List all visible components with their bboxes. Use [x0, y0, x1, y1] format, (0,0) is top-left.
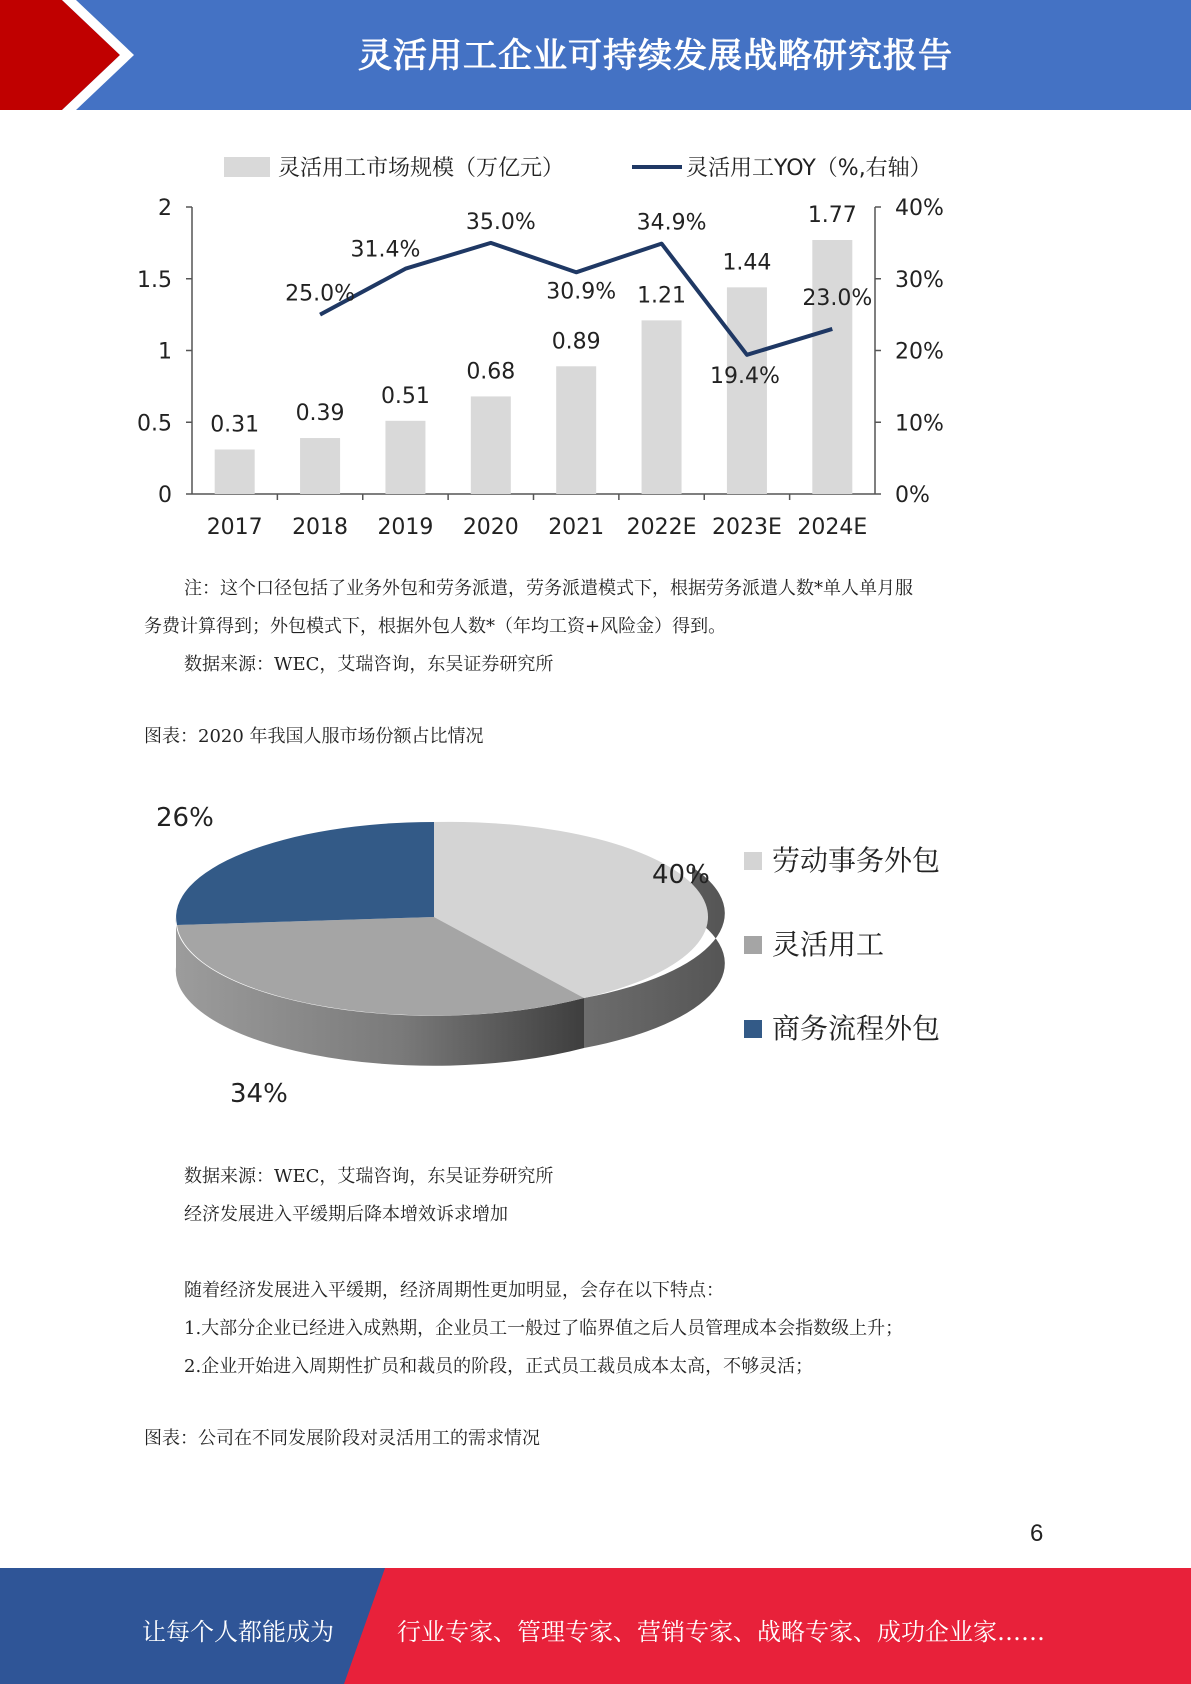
x-tick-label: 2017 — [206, 515, 263, 540]
yoy-value-label: 30.9% — [546, 279, 617, 305]
left-tick-label: 0 — [158, 483, 172, 508]
body-intro: 随着经济发展进入平缓期，经济周期性更加明显，会存在以下特点： — [184, 1280, 724, 1301]
pie-label-business-process: 26% — [156, 803, 214, 833]
right-tick-label: 0% — [895, 483, 930, 508]
left-tick-label: 1.5 — [137, 267, 172, 293]
pie-legend-label-1: 劳动事务外包 — [772, 844, 941, 877]
pie-legend-swatch-3 — [744, 1020, 762, 1038]
bar-value-label: 1.21 — [637, 283, 687, 309]
bar — [471, 396, 511, 494]
x-tick-label: 2018 — [292, 515, 349, 540]
body-section-1 — [144, 1158, 1064, 1234]
x-tick-label: 2021 — [548, 515, 605, 540]
right-tick-label: 20% — [895, 339, 944, 365]
market-share-pie-chart — [150, 790, 970, 1120]
body-item-2: 2.企业开始进入周期性扩员和裁员的阶段，正式员工裁员成本太高，不够灵活； — [184, 1356, 814, 1377]
pie-legend — [744, 844, 940, 1045]
x-tick-label: 2019 — [377, 515, 434, 540]
legend-line-label: 灵活用工YOY（%,右轴） — [686, 156, 932, 181]
bar-value-label: 0.39 — [295, 401, 345, 427]
legend-bar-swatch — [224, 157, 270, 177]
x-tick-label: 2024E — [797, 515, 868, 540]
pie-legend-label-2: 灵活用工 — [772, 928, 885, 961]
yoy-value-label: 34.9% — [636, 210, 707, 236]
last-caption: 图表：公司在不同发展阶段对灵活用工的需求情况 — [144, 1428, 540, 1449]
left-tick-label: 1 — [158, 339, 172, 365]
yoy-value-label: 25.0% — [285, 281, 356, 307]
body-item-1: 1.大部分企业已经进入成熟期，企业员工一般过了临界值之后人员管理成本会指数级上升； — [184, 1318, 904, 1339]
left-tick-label: 2 — [158, 196, 172, 221]
bar — [300, 438, 340, 494]
bar — [812, 240, 852, 494]
legend-bar-label: 灵活用工市场规模（万亿元） — [278, 156, 565, 181]
yoy-value-label: 35.0% — [465, 209, 536, 235]
pie-legend-label-3: 商务流程外包 — [772, 1012, 941, 1045]
pie-slice-business-process — [176, 822, 434, 925]
page-header — [0, 0, 1191, 110]
page-title: 灵活用工企业可持续发展战略研究报告 — [358, 36, 953, 76]
pie-label-labor-outsourcing: 40% — [652, 860, 710, 890]
pie-label-flexible: 34% — [230, 1079, 288, 1109]
yoy-value-label: 23.0% — [802, 285, 873, 311]
yoy-value-label: 19.4% — [709, 363, 780, 389]
bar — [215, 450, 255, 494]
right-tick-label: 30% — [895, 267, 944, 293]
bar-value-label: 0.31 — [210, 412, 260, 438]
data-source-2: 数据来源：WEC，艾瑞咨询，东吴证券研究所 — [184, 1166, 554, 1187]
bar — [642, 320, 682, 494]
yoy-value-label: 31.4% — [350, 237, 421, 263]
bar — [385, 421, 425, 494]
bar-value-label: 1.77 — [807, 203, 857, 229]
right-tick-label: 10% — [895, 411, 944, 437]
body-section-2 — [144, 1272, 1084, 1386]
bar-value-label: 0.68 — [466, 359, 516, 385]
footer-slogan-right: 行业专家、管理专家、营销专家、战略专家、成功企业家…… — [397, 1618, 1045, 1646]
left-tick-label: 0.5 — [137, 411, 172, 437]
chart-note — [144, 570, 1064, 684]
chart-data-labels — [210, 203, 872, 438]
x-tick-label: 2022E — [626, 515, 697, 540]
note-line-1: 注：这个口径包括了业务外包和劳务派遣，劳务派遣模式下，根据劳务派遣人数*单人单月服 — [184, 578, 913, 599]
bar-value-label: 0.89 — [551, 329, 601, 355]
chart-legend — [224, 156, 932, 181]
footer-slogan-left: 让每个人都能成为 — [142, 1618, 334, 1646]
market-size-chart — [130, 145, 1040, 550]
pie-legend-swatch-1 — [744, 852, 762, 870]
x-tick-label: 2023E — [711, 515, 782, 540]
pie-legend-swatch-2 — [744, 936, 762, 954]
section-heading: 经济发展进入平缓期后降本增效诉求增加 — [184, 1204, 508, 1225]
x-tick-label: 2020 — [462, 515, 519, 540]
bar — [727, 287, 767, 494]
bar-value-label: 1.44 — [722, 250, 772, 276]
bar-value-label: 0.51 — [380, 383, 430, 409]
right-tick-label: 40% — [895, 196, 944, 221]
note-line-2: 务费计算得到；外包模式下，根据外包人数*（年均工资+风险金）得到。 — [144, 616, 727, 637]
page-number: 6 — [1030, 1520, 1044, 1547]
data-source-1: 数据来源：WEC，艾瑞咨询，东吴证券研究所 — [184, 654, 554, 675]
pie-caption: 图表：2020 年我国人服市场份额占比情况 — [144, 726, 484, 747]
bar — [556, 366, 596, 494]
